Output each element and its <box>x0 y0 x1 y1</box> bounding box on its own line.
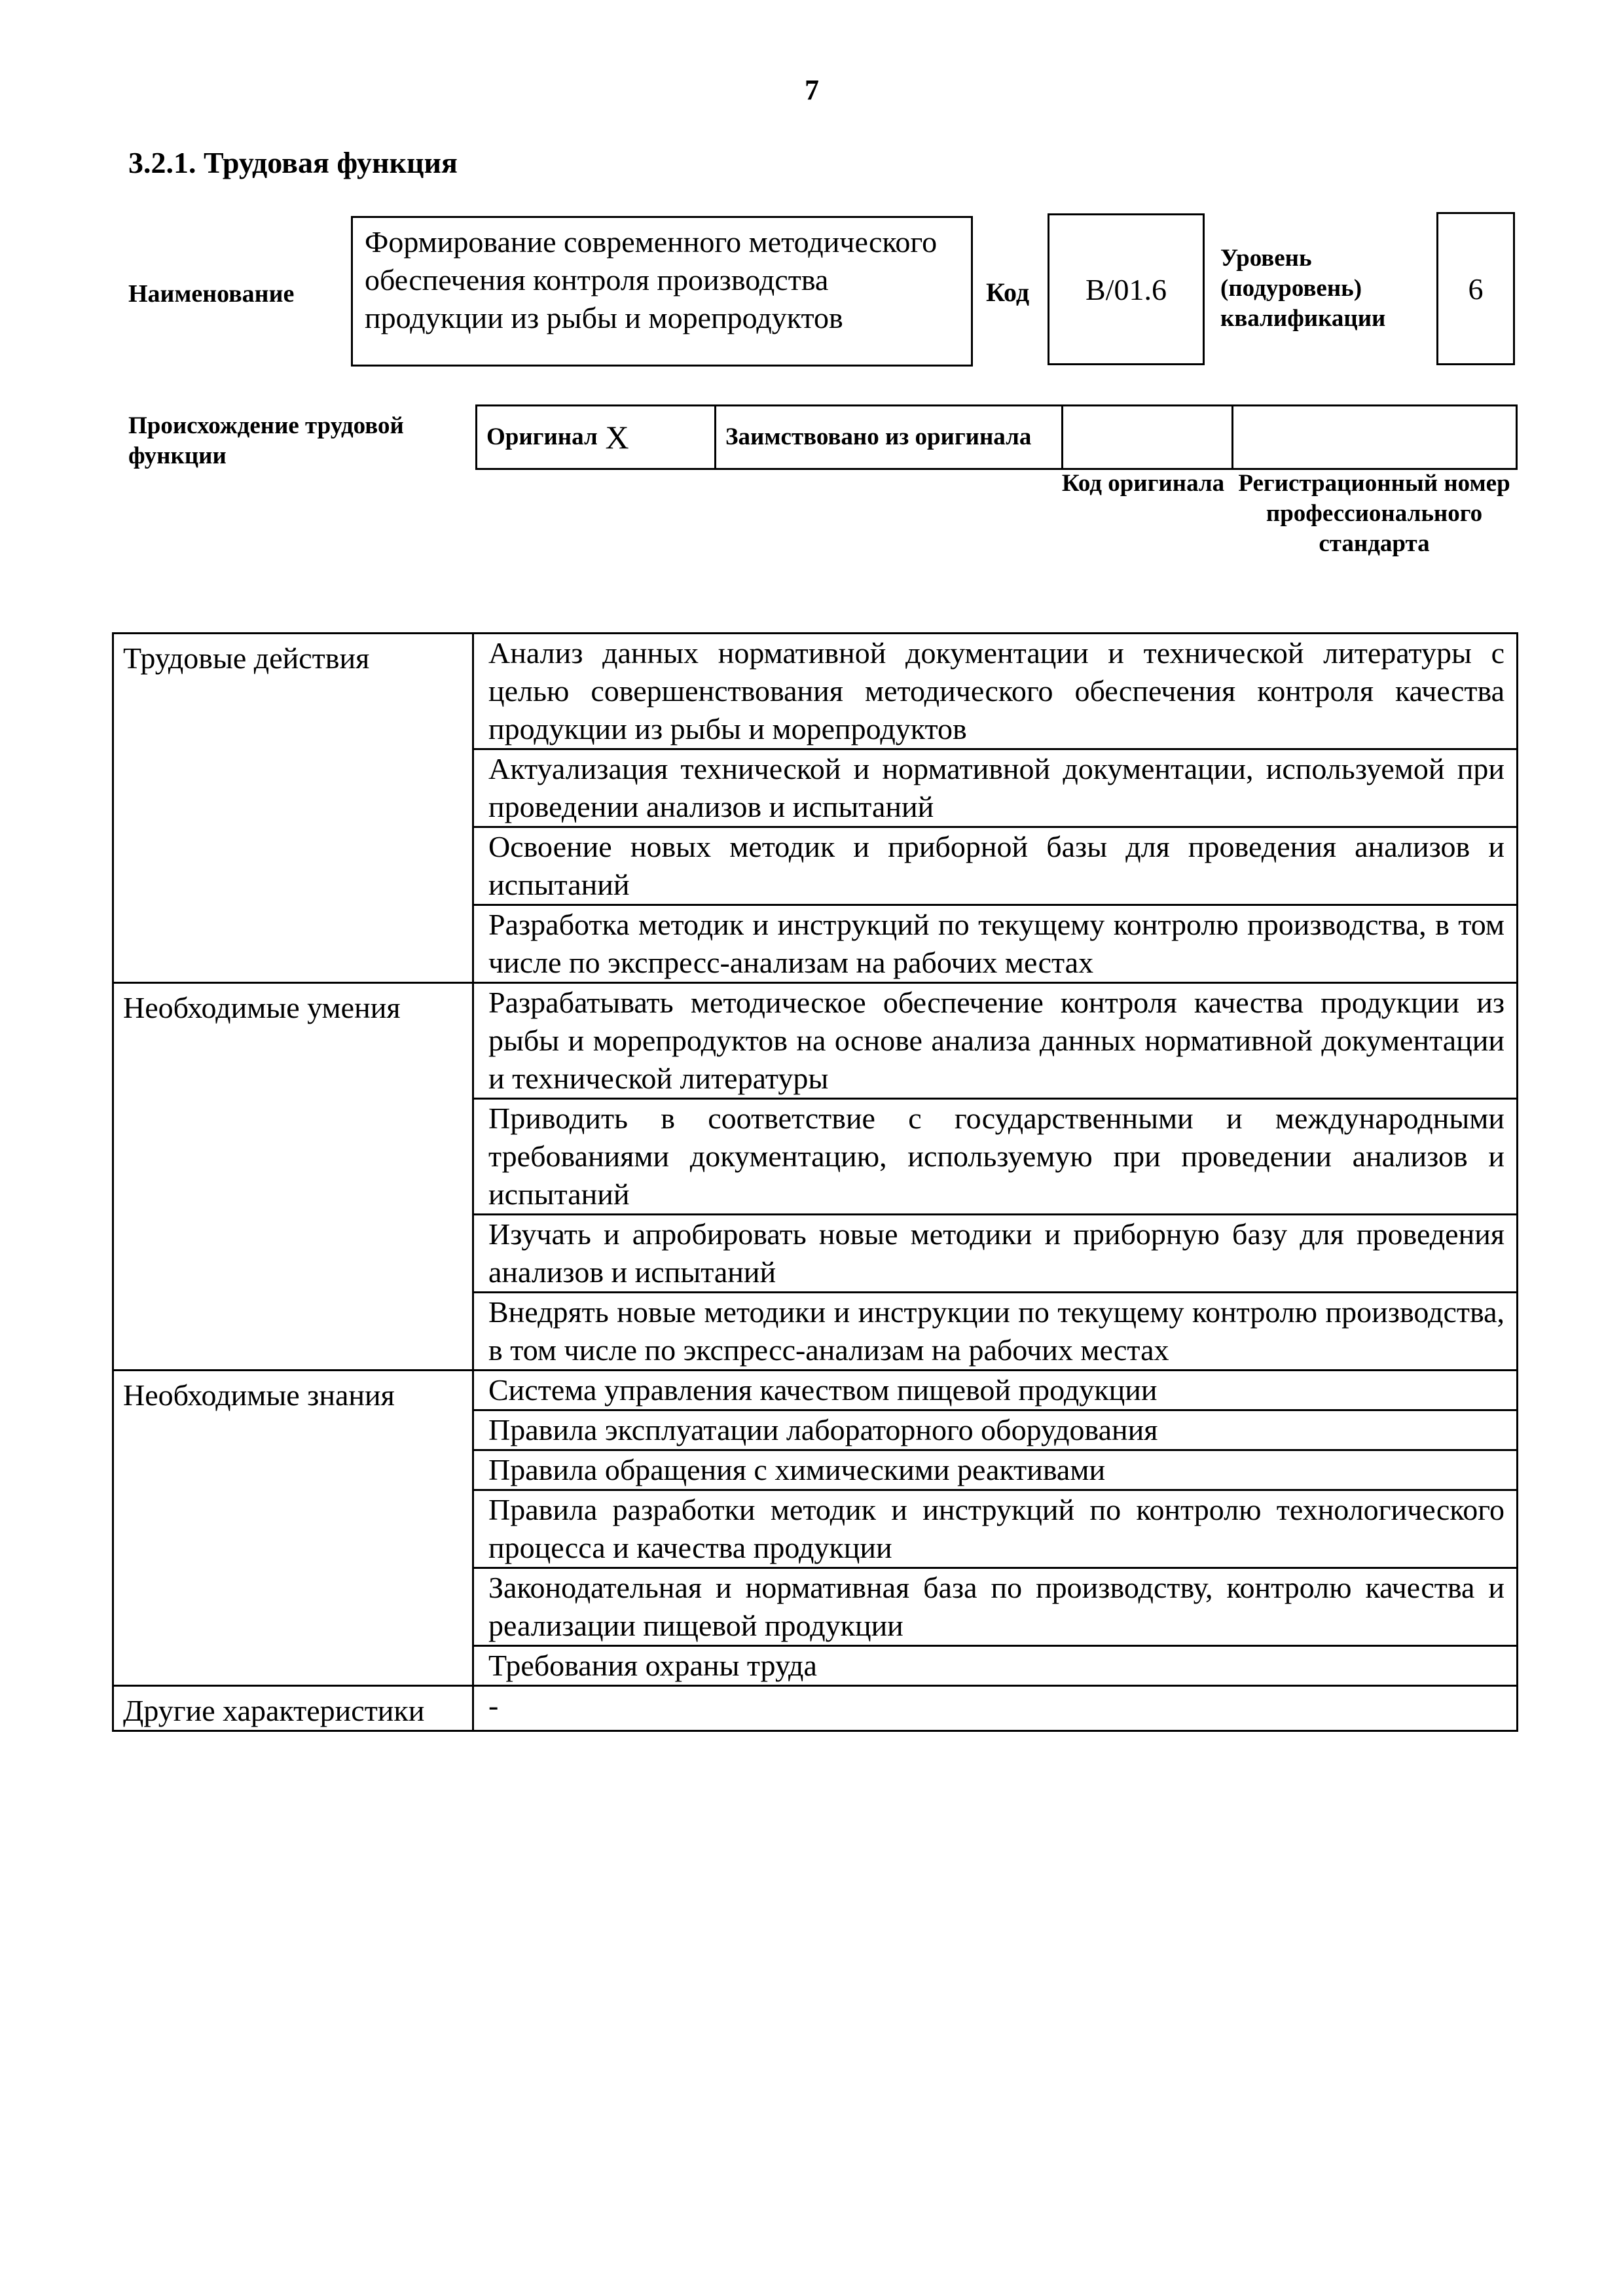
section-item: - <box>473 1686 1518 1731</box>
section-label: Необходимые знания <box>113 1371 473 1686</box>
level-label: Уровень (подуровень) квалификации <box>1220 245 1386 332</box>
section-label: Другие характеристики <box>113 1686 473 1731</box>
level-value-box: 6 <box>1436 212 1515 365</box>
code-value-box: B/01.6 <box>1048 213 1205 365</box>
original-mark: X <box>596 406 716 469</box>
section-label: Необходимые умения <box>113 983 473 1371</box>
section-label: Трудовые действия <box>113 634 473 983</box>
origin-table <box>475 404 1518 470</box>
section-item: Актуализация технической и нормативной документации, используемой при проведении анализов и испытаний <box>473 749 1518 827</box>
table-row <box>113 983 1518 1099</box>
section-item: Изучать и апробировать новые методики и приборную базу для проведения анализов и испытаний <box>473 1215 1518 1293</box>
original-label: Оригинал <box>477 406 596 469</box>
section-item: Внедрять новые методики и инструкции по текущему контролю производства, в том числе по экспресс-анализам на рабочих местах <box>473 1293 1518 1371</box>
code-label: Код <box>986 278 1030 307</box>
original-code-cell <box>1063 406 1233 469</box>
table-row <box>113 1371 1518 1410</box>
section-item: Разработка методик и инструкций по текущему контролю производства, в том числе по экспресс-анализам на рабочих местах <box>473 905 1518 983</box>
function-name-box: Формирование современного методического обеспечения контроля производства продукции из рыбы и морепродуктов <box>351 216 973 367</box>
original-code-caption: Код оригинала <box>1061 470 1225 497</box>
section-item: Требования охраны труда <box>473 1646 1518 1686</box>
section-item: Правила эксплуатации лабораторного оборудования <box>473 1410 1518 1450</box>
table-row <box>113 1686 1518 1731</box>
section-item: Законодательная и нормативная база по производству, контролю качества и реализации пищевой продукции <box>473 1568 1518 1646</box>
section-item: Освоение новых методик и приборной базы для проведения анализов и испытаний <box>473 827 1518 905</box>
function-details-table <box>112 632 1518 1732</box>
origin-label: Происхождение трудовой функции <box>128 412 404 469</box>
section-heading: 3.2.1. Трудовая функция <box>128 146 458 179</box>
name-label: Наименование <box>128 280 295 308</box>
section-item: Правила разработки методик и инструкций по контролю технологического процесса и качества продукции <box>473 1490 1518 1568</box>
section-item: Приводить в соответствие с государственными и международными требованиями документацию, используемую при проведении анализов и испытаний <box>473 1099 1518 1215</box>
section-item: Анализ данных нормативной документации и технической литературы с целью совершенствования методического обеспечения контроля качества продукции из рыбы и морепродуктов <box>473 634 1518 749</box>
page-number: 7 <box>805 74 819 106</box>
registration-number-caption: Регистрационный номер профессионального стандарта <box>1238 470 1510 557</box>
section-item: Система управления качеством пищевой продукции <box>473 1371 1518 1410</box>
section-item: Разрабатывать методическое обеспечение контроля качества продукции из рыбы и морепродуктов на основе анализа данных нормативной документации и технической литературы <box>473 983 1518 1099</box>
registration-number-cell <box>1233 406 1517 469</box>
section-item: Правила обращения с химическими реактивами <box>473 1450 1518 1490</box>
borrowed-label: Заимствовано из оригинала <box>716 406 1063 469</box>
table-row <box>113 634 1518 749</box>
